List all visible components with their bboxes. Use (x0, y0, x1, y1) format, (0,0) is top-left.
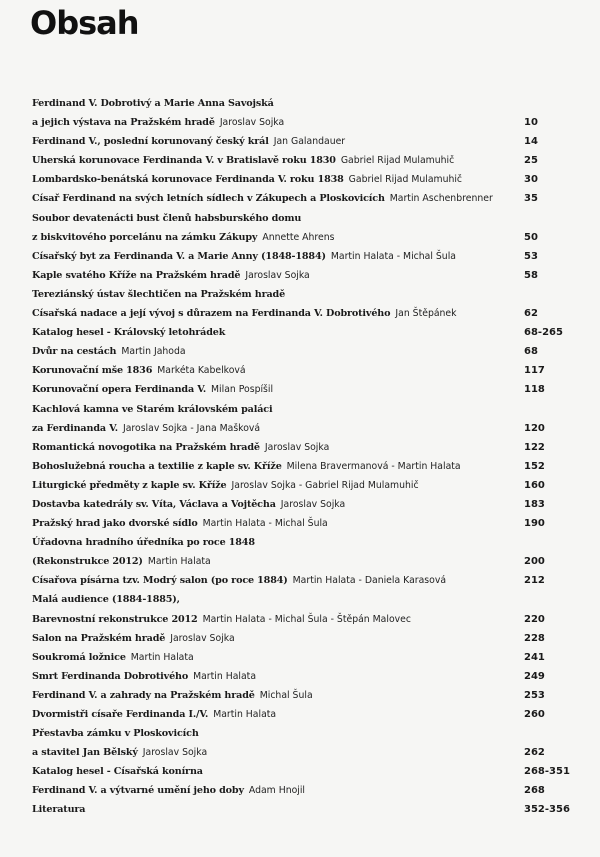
toc-entry-title: Lombardsko-benátská korunovace Ferdinanda V. roku 1838 (32, 174, 344, 186)
table-of-contents (32, 94, 572, 820)
toc-entry-author: Jaroslav Sojka (170, 632, 235, 644)
toc-entry (32, 189, 572, 208)
toc-entry-page: 241 (524, 651, 545, 663)
toc-entry-title: Soubor devatenácti bust členů habsburského domu (32, 212, 302, 224)
toc-entry-title: Ferdinand V. Dobrotivý a Marie Anna Savojská (32, 98, 274, 109)
toc-entry-page: 30 (524, 174, 538, 186)
toc-entry-author: Martin Halata (130, 651, 194, 663)
toc-entry-author: Martin Halata - Michal Šula - Štěpán Malovec (202, 613, 411, 625)
toc-entry-author: Jaroslav Sojka (280, 498, 346, 510)
toc-entry-page: 220 (524, 613, 545, 625)
toc-entry-title: Liturgické předměty z kaple sv. Kříže (32, 479, 227, 491)
toc-entry-page: 62 (524, 308, 538, 320)
toc-entry-author: Jaroslav Sojka (219, 117, 285, 129)
toc-entry-title: Soukromá ložnice (32, 651, 126, 663)
toc-entry-title: Katalog hesel - Královský letohrádek (32, 327, 226, 339)
toc-entry-author: Gabriel Rijad Mulamuhič (340, 155, 455, 167)
toc-entry-title: Úřadovna hradního úředníka po roce 1848 (32, 537, 255, 549)
toc-entry-author: Gabriel Rijad Mulamuhič (348, 174, 463, 186)
toc-entry (32, 323, 572, 342)
toc-entry-author: Jaroslav Sojka (142, 747, 208, 759)
toc-entry-page: 152 (524, 460, 545, 472)
toc-entry-author: Jaroslav Sojka - Gabriel Rijad Mulamuhič (231, 479, 419, 491)
toc-entry-author: Adam Hnojil (248, 785, 306, 797)
toc-entry-title: Katalog hesel - Císařská konírna (32, 766, 203, 778)
toc-entry (32, 113, 572, 132)
toc-entry-page: 262 (524, 747, 545, 759)
toc-entry (32, 533, 572, 552)
toc-entry-title: Císařova písárna tzv. Modrý salon (po roce 1884) (32, 575, 288, 587)
toc-entry (32, 266, 572, 285)
toc-entry (32, 476, 572, 495)
toc-entry-page: 190 (524, 518, 545, 530)
toc-entry (32, 170, 572, 189)
toc-entry-title: Smrt Ferdinanda Dobrotivého (32, 670, 189, 682)
toc-entry (32, 552, 572, 571)
toc-entry (32, 228, 572, 247)
toc-entry-page: 212 (524, 575, 545, 587)
toc-entry-page: 50 (524, 231, 538, 243)
toc-entry (32, 132, 572, 151)
toc-entry-page: 58 (524, 269, 538, 281)
toc-entry (32, 743, 572, 762)
toc-entry-author: Jan Štěpánek (395, 308, 457, 320)
toc-entry (32, 438, 572, 457)
toc-entry (32, 380, 572, 399)
toc-entry-page: 53 (524, 250, 538, 262)
toc-entry-page: 117 (524, 365, 545, 377)
toc-entry-page: 260 (524, 709, 545, 720)
toc-entry (32, 610, 572, 629)
toc-entry-title: Pražský hrad jako dvorské sídlo (32, 518, 198, 530)
toc-entry-title: Císařská nadace a její vývoj s důrazem na Ferdinanda V. Dobrotivého (32, 308, 391, 320)
toc-entry (32, 514, 572, 533)
toc-entry-author: Michal Šula (259, 689, 313, 701)
toc-entry-title: (Rekonstrukce 2012) (32, 556, 143, 568)
toc-entry (32, 590, 572, 609)
toc-entry-title: Dostavba katedrály sv. Víta, Václava a Vojtěcha (32, 498, 276, 510)
toc-entry-title: Tereziánský ústav šlechtičen na Pražském hradě (32, 288, 286, 300)
toc-entry (32, 342, 572, 361)
toc-entry-page: 14 (524, 136, 538, 148)
toc-entry-author: Milan Pospíšil (211, 384, 274, 396)
toc-entry-page: 25 (524, 155, 538, 167)
toc-entry-author: Milena Bravermanová - Martin Halata (286, 460, 461, 472)
toc-entry-page: 10 (524, 117, 538, 129)
toc-entry-page: 268-351 (524, 766, 570, 778)
toc-entry (32, 571, 572, 590)
toc-entry (32, 400, 572, 419)
toc-entry-title: Ferdinand V. a výtvarné umění jeho doby (32, 785, 244, 797)
toc-entry-title: a jejich výstava na Pražském hradě (32, 117, 215, 129)
toc-entry-title: Přestavba zámku v Ploskovicích (32, 728, 199, 740)
toc-entry-author: Martin Halata - Michal Šula (330, 250, 456, 262)
toc-entry-author: Martin Halata (147, 556, 211, 568)
toc-entry-title: Korunovační opera Ferdinanda V. (32, 384, 207, 396)
toc-entry (32, 457, 572, 476)
toc-entry-page: 352-356 (524, 804, 570, 816)
toc-entry-title: Bohoslužebná roucha a textilie z kaple sv. Kříže (32, 460, 282, 472)
toc-entry (32, 762, 572, 781)
toc-entry (32, 94, 572, 113)
toc-entry-author: Markéta Kabelková (157, 365, 246, 377)
toc-entry-author: Martin Jahoda (121, 346, 186, 358)
toc-entry-page: 122 (524, 441, 545, 453)
toc-entry (32, 247, 572, 266)
toc-entry-title: Dvormistři císaře Ferdinanda I./V. (32, 709, 209, 720)
toc-entry-title: za Ferdinanda V. (32, 422, 118, 434)
toc-entry-author: Jan Galandauer (273, 136, 346, 148)
toc-entry-title: Kaple svatého Kříže na Pražském hradě (32, 269, 241, 281)
toc-entry-page: 268 (524, 785, 545, 797)
toc-entry-page: 68 (524, 346, 538, 358)
toc-entry (32, 209, 572, 228)
toc-entry-page: 200 (524, 556, 545, 568)
toc-entry-author: Martin Halata (193, 670, 257, 682)
toc-entry-page: 35 (524, 193, 538, 205)
toc-entry-title: Uherská korunovace Ferdinanda V. v Bratislavě roku 1830 (32, 155, 336, 167)
toc-entry (32, 686, 572, 705)
toc-entry (32, 781, 572, 800)
toc-entry (32, 648, 572, 667)
toc-entry (32, 724, 572, 743)
toc-entry-page: 120 (524, 422, 545, 434)
toc-entry-author: Martin Halata (213, 709, 277, 720)
toc-entry (32, 419, 572, 438)
toc-entry (32, 705, 572, 724)
toc-entry-title: Kachlová kamna ve Starém královském paláci (32, 403, 273, 415)
page-title: Obsah (30, 4, 139, 42)
toc-entry-title: a stavitel Jan Bělský (32, 747, 138, 759)
toc-entry-author: Jaroslav Sojka (245, 269, 310, 281)
toc-entry-author: Jaroslav Sojka (264, 441, 330, 453)
toc-entry-title: Salon na Pražském hradě (32, 632, 166, 644)
toc-entry-title: Barevnostní rekonstrukce 2012 (32, 613, 198, 625)
toc-entry (32, 495, 572, 514)
toc-entry-title: Císařský byt za Ferdinanda V. a Marie Anny (1848-1884) (32, 250, 326, 262)
toc-entry-author: Martin Halata - Daniela Karasová (292, 575, 447, 587)
toc-entry-title: z biskvitového porcelánu na zámku Zákupy (32, 231, 258, 243)
toc-entry-page: 118 (524, 384, 545, 396)
toc-entry-title: Korunovační mše 1836 (32, 365, 153, 377)
toc-entry-title: Ferdinand V. a zahrady na Pražském hradě (32, 689, 255, 701)
toc-entry (32, 800, 572, 819)
toc-entry-title: Romantická novogotika na Pražském hradě (32, 441, 260, 453)
toc-entry-page: 68-265 (524, 327, 563, 339)
toc-entry (32, 151, 572, 170)
toc-entry (32, 629, 572, 648)
toc-entry-title: Dvůr na cestách (32, 346, 117, 358)
toc-entry-page: 183 (524, 498, 545, 510)
toc-entry (32, 304, 572, 323)
toc-entry-page: 249 (524, 670, 545, 682)
toc-entry-title: Ferdinand V., poslední korunovaný český král (32, 136, 269, 148)
toc-entry-page: 253 (524, 689, 545, 701)
toc-entry-author: Martin Aschenbrenner (389, 193, 493, 205)
toc-entry-page: 160 (524, 479, 545, 491)
toc-entry-title: Císař Ferdinand na svých letních sídlech v Zákupech a Ploskovicích (32, 193, 385, 205)
toc-entry (32, 667, 572, 686)
toc-entry-author: Martin Halata - Michal Šula (202, 518, 328, 530)
toc-entry (32, 285, 572, 304)
toc-entry-author: Annette Ahrens (262, 231, 335, 243)
toc-entry-page: 228 (524, 632, 545, 644)
toc-entry-title: Literatura (32, 804, 86, 816)
toc-entry-title: Malá audience (1884-1885), (32, 594, 180, 606)
toc-entry (32, 361, 572, 380)
toc-entry-author: Jaroslav Sojka - Jana Mašková (122, 422, 261, 434)
